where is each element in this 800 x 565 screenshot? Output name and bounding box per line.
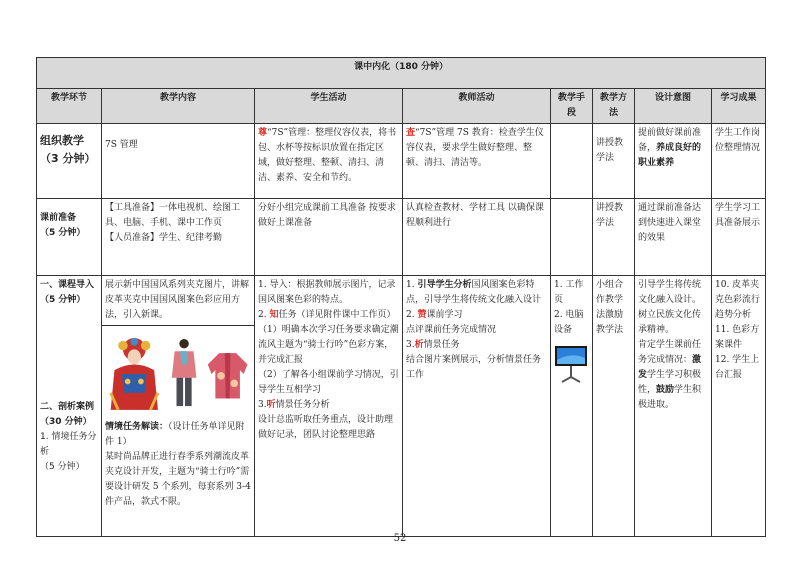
method-cell: 讲授教学法 bbox=[593, 124, 635, 199]
student-step-2b: （2）了解各小组课前学习情况，引导学生互相学习 bbox=[258, 370, 399, 395]
teacher-step-3a: 结合图片案例展示，分析情景任务工作 bbox=[406, 355, 542, 380]
header-segment: 教学环节 bbox=[37, 89, 102, 124]
task-label: 情境任务解读： bbox=[105, 422, 169, 432]
intent-2: 肯定学生课前任务完成情况：激发学生学习积极性，鼓励学生积极进取。 bbox=[638, 340, 702, 410]
outcome-12: 12. 学生上台汇报 bbox=[715, 355, 760, 380]
student-step-3a: 设计总监听取任务重点，设计助理做好记录，团队讨论整理思路 bbox=[258, 415, 394, 440]
outcome-10: 10. 皮革夹克色彩流行趋势分析 bbox=[715, 280, 761, 320]
mark-xi: 析 bbox=[414, 340, 424, 350]
student-step-2: 2. 知任务（详见附件课中工作页） bbox=[258, 310, 396, 320]
table-title: 课中内化（180 分钟） bbox=[37, 58, 766, 89]
outcome-11: 11. 色彩方案课件 bbox=[715, 325, 760, 350]
student-cell bbox=[255, 124, 403, 199]
content-people: 【人员准备】学生、纪律考勤 bbox=[105, 233, 223, 243]
intent-cell: 通过课前准备达到快速进入课堂的效果 bbox=[635, 199, 712, 276]
segment-title: 组织教学 bbox=[40, 134, 84, 147]
mark-zhi: 知 bbox=[269, 310, 279, 320]
header-content: 教学内容 bbox=[102, 89, 255, 124]
table-row bbox=[37, 124, 766, 199]
intent-cell bbox=[635, 276, 712, 537]
student-step-3: 3.听情景任务分析 bbox=[258, 400, 330, 410]
page-number: 52 bbox=[393, 533, 407, 544]
table-row bbox=[37, 276, 766, 537]
teacher-step-3: 3.析情景任务 bbox=[406, 340, 460, 350]
header-method: 教学方法 bbox=[593, 89, 635, 124]
outcome-cell: 学生学习工具准备展示 bbox=[712, 199, 766, 276]
means-cell bbox=[551, 199, 593, 276]
means-worksheet: 1. 工作页 bbox=[554, 280, 584, 305]
student-cell bbox=[255, 276, 403, 537]
header-student: 学生活动 bbox=[255, 89, 403, 124]
content-cell: 7S 管理 bbox=[102, 124, 255, 199]
content-intro: 展示新中国国风系列夹克图片，讲解皮革夹克中国国风图案色彩应用方法，引入新课。 bbox=[102, 276, 254, 326]
teacher-cell: 认真检查教材、学材工具 以确保课程顺利进行 bbox=[403, 199, 551, 276]
intent-1: 引导学生将传统文化融入设计。树立民族文化传承精神。 bbox=[638, 280, 702, 335]
table-row bbox=[37, 199, 766, 276]
segment-sub-minutes: （5 分钟） bbox=[40, 462, 85, 472]
intent-b: 养成良好的职业素养 bbox=[638, 143, 702, 168]
student-step-2a: （1）明确本次学习任务要求确定潮流风主题为“骑士行吟”色彩方案，并完成汇报 bbox=[258, 325, 399, 365]
intent-cell bbox=[635, 124, 712, 199]
task-text: 某时尚品牌正进行春季系列潮流皮革夹克设计开发，主题为“骑士行吟”需要设计研发 5 个系列，每套系列 3-4 件产品，款式不限。 bbox=[105, 452, 251, 507]
header-outcome: 学习成果 bbox=[712, 89, 766, 124]
teacher-step-1: 1. 引导学生分析国风图案色彩特点，引导学生将传统文化融入设计 bbox=[406, 280, 542, 305]
jacket-images bbox=[105, 334, 251, 412]
method-cell: 小组合作教学法激励教学法 bbox=[593, 276, 635, 537]
segment-minutes: （5 分钟） bbox=[40, 228, 86, 238]
student-cell: 分好小组完成课前工具准备 按要求做好上课准备 bbox=[255, 199, 403, 276]
segment-minutes: （3 分钟） bbox=[40, 152, 96, 165]
mark-cha: 查 bbox=[406, 128, 416, 138]
segment-title-case: 二、剖析案例 bbox=[40, 402, 95, 412]
segment-minutes-intro: （5 分钟） bbox=[40, 295, 86, 305]
student-step-1: 1. 导入：根据教师展示图片，记录国风图案色彩的特点。 bbox=[258, 280, 396, 305]
teacher-cell bbox=[403, 124, 551, 199]
method-cell: 讲授教学法 bbox=[593, 199, 635, 276]
opera-costume-image bbox=[105, 334, 164, 412]
means-cell bbox=[551, 124, 593, 199]
means-cell bbox=[551, 276, 593, 537]
teacher-step-2a: 点评课前任务完成情况 bbox=[406, 325, 497, 335]
mark-zun: 尊 bbox=[258, 128, 268, 138]
lesson-plan-table bbox=[36, 57, 766, 537]
outcome-cell bbox=[712, 276, 766, 537]
mark-ting: 听 bbox=[266, 400, 276, 410]
header-means: 教学手段 bbox=[551, 89, 593, 124]
content-cell bbox=[102, 276, 255, 537]
teacher-cell bbox=[403, 276, 551, 537]
mark-zan: 赞 bbox=[417, 310, 427, 320]
segment-title-intro: 一、课程导入 bbox=[40, 280, 95, 290]
task-ref: （设计任务单详见附件 1） bbox=[105, 422, 245, 447]
segment-title: 课前准备 bbox=[40, 213, 77, 223]
student-text: “7S”管理：整理仪容仪表，将书包、水杯等按标识放置在指定区域，做好整理、整顿、清扫、清洁、素养、安全和节约。 bbox=[258, 128, 397, 183]
segment-minutes-case: （30 分钟） bbox=[40, 417, 92, 427]
teacher-text: “7S”管理 7S 教育：检查学生仪容仪表，要求学生做好整理、整顿、清扫、清洁等。 bbox=[406, 128, 544, 168]
jacket-flat-image bbox=[204, 334, 251, 412]
teacher-step-2: 2. 赞课前学习 bbox=[406, 310, 463, 320]
intent-a: 提前做好课前准备， bbox=[638, 128, 702, 153]
jacket-model-image bbox=[168, 334, 200, 412]
content-cell bbox=[102, 199, 255, 276]
header-intent: 设计意图 bbox=[635, 89, 712, 124]
outcome-cell: 学生工作岗位整理情况 bbox=[712, 124, 766, 199]
smart-tv-icon bbox=[554, 344, 588, 384]
header-teacher: 教师活动 bbox=[403, 89, 551, 124]
content-tools: 【工具准备】一体电视机、绘图工具、电脑、手机、课中工作页 bbox=[105, 203, 241, 228]
means-computer: 2. 电脑设备 bbox=[554, 310, 584, 335]
segment-sub: 1. 情境任务分析 bbox=[40, 432, 97, 457]
